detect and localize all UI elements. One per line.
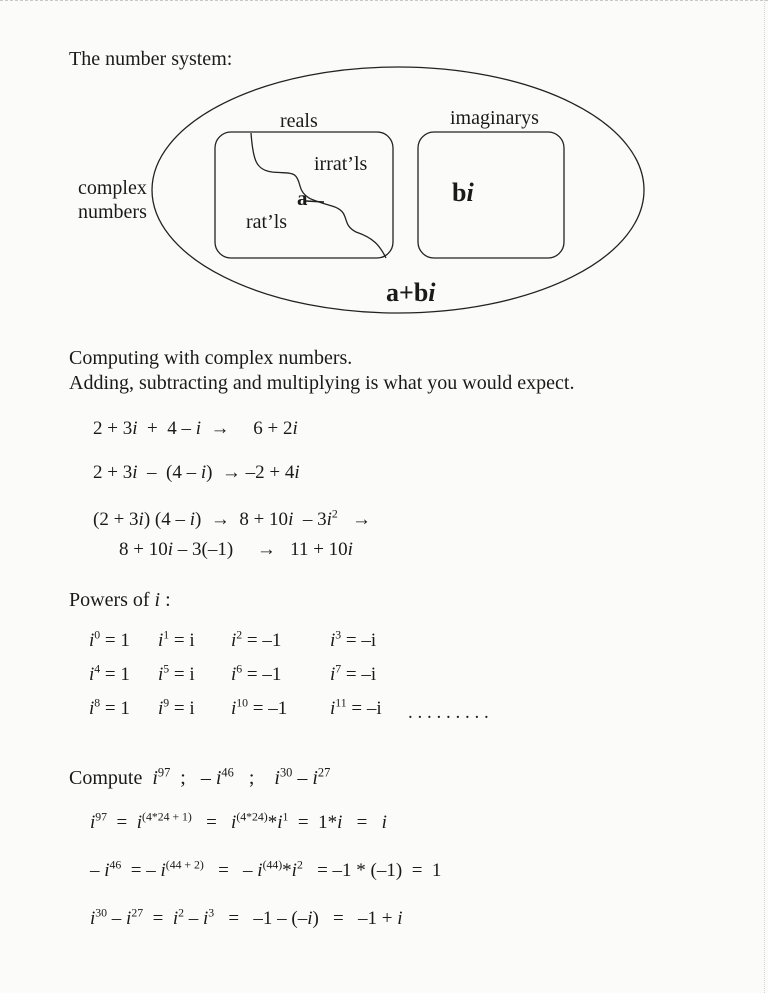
power-cell: $i^{10} = -1$	[231, 696, 288, 719]
bi-label: bi	[452, 178, 474, 207]
example-subtraction: 2 + 3i – (4 – i) → –2 + 4i	[93, 462, 300, 483]
example-addition: 2 + 3i + 4 – i → 6 + 2i	[93, 418, 298, 439]
power-cell: $i^6 = -1$	[231, 662, 282, 685]
power-cell: $i^1 = i$	[158, 628, 195, 651]
solution-i97: $i^{97} = i^{(4*24 + 1)} = i^{(4*24)}*i^1 = 1*i = i$	[90, 810, 387, 833]
power-cell: $i^7 = -i$	[330, 662, 377, 685]
reals-label: reals	[280, 110, 318, 132]
a-plus-bi-label: a+bi	[386, 278, 436, 307]
complex-label: complex numbers	[78, 177, 147, 223]
ellipsis: . . . . . . . . .	[408, 702, 489, 723]
power-cell: $i^0 = 1$	[89, 628, 130, 651]
powers-heading: Powers of i :	[69, 589, 171, 611]
power-cell: $i^9 = i$	[158, 696, 195, 719]
point-a-mark	[306, 201, 324, 202]
solution-i30-minus-i27: $i^{30} - i^{27} = i^2 - i^3 = -1 - (-i) = -1 + i$	[90, 906, 403, 929]
solution-neg-i46: – $i^{46}$ = – $i^{(44 + 2)}$ = – $i^{(44)}*i^2 = -1 * (-1) = 1$	[90, 858, 442, 881]
point-a-label: a	[297, 186, 308, 210]
example-multiplication-1: (2 + 3i) $(4 - i) \to 8 + 10i - 3i^2$ →	[93, 507, 372, 530]
power-cell: $i^{11} = -i$	[330, 696, 382, 719]
power-cell: $i^3 = -i$	[330, 628, 377, 651]
imaginarys-label: imaginarys	[450, 107, 539, 129]
rational-irrational-divider	[251, 133, 386, 258]
page-heading: The number system:	[69, 48, 233, 70]
imaginarys-box	[418, 132, 564, 258]
power-cell: $i^5 = i$	[158, 662, 195, 685]
computing-line-2: Adding, subtracting and multiplying is what you would expect.	[69, 372, 575, 394]
power-cell: $i^2 = -1$	[231, 628, 282, 651]
rationals-label: rat’ls	[246, 211, 288, 233]
power-cell: $i^8 = 1$	[89, 696, 130, 719]
compute-prompt: Compute $i^{97}$ ; – $i^{46}$ ; $i^{30} - i^{27}$	[69, 765, 331, 789]
complex-ellipse	[152, 67, 644, 313]
example-multiplication-2: 8 + 10i – 3(–1) → 11 + 10i	[119, 539, 353, 560]
irrationals-label: irrat’ls	[314, 153, 368, 175]
power-cell: $i^4 = 1$	[89, 662, 130, 685]
computing-line-1: Computing with complex numbers.	[69, 347, 353, 369]
